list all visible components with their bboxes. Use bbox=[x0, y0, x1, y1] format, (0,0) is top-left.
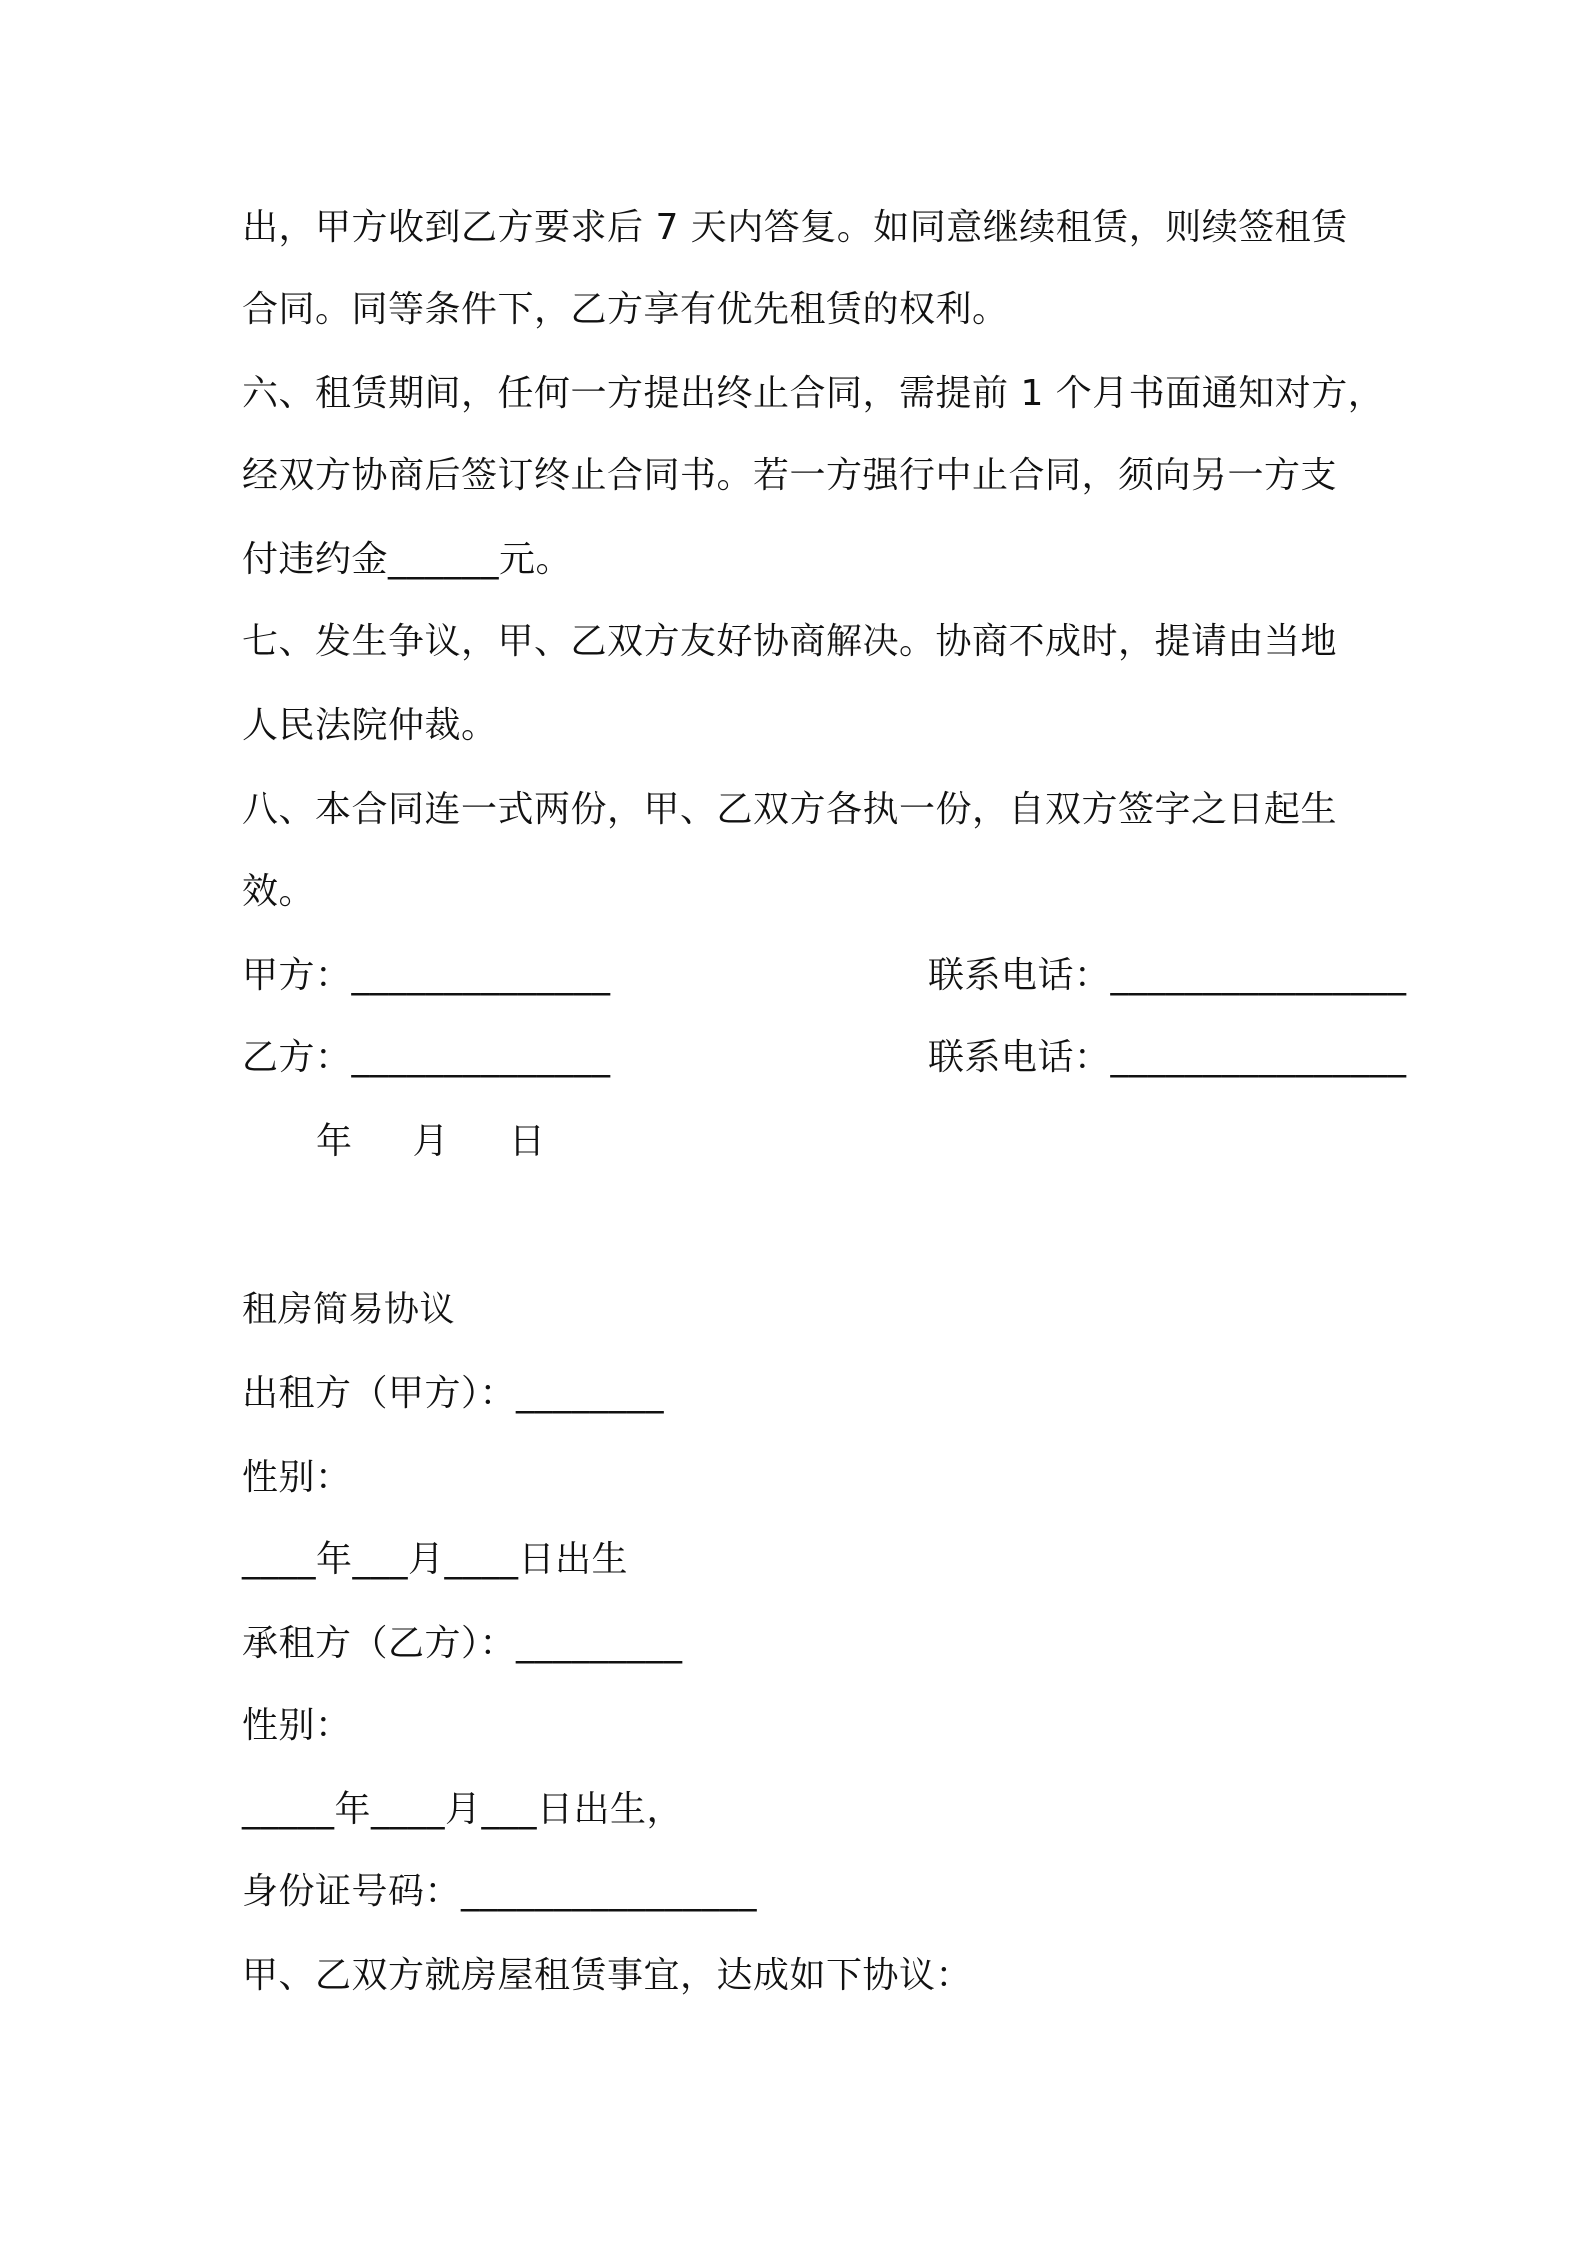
id-number-field: 身份证号码：________________ bbox=[242, 1871, 758, 1912]
date-year: 年 bbox=[316, 1121, 353, 1162]
clause-seven-line-2: 人民法院仲裁。 bbox=[242, 705, 498, 746]
clause-six-line-2: 经双方协商后签订终止合同书。若一方强行中止合同，须向另一方支 bbox=[242, 455, 1338, 496]
date-month: 月 bbox=[412, 1121, 450, 1162]
lessor-birth-field: ____年___月____日出生 bbox=[242, 1539, 629, 1580]
clause-eight-line-2: 效。 bbox=[242, 871, 316, 912]
paragraph-line-2: 合同。同等条件下，乙方享有优先租赁的权利。 bbox=[242, 289, 1009, 330]
lessor-field: 出租方（甲方）：________ bbox=[242, 1373, 665, 1414]
date-day: 日 bbox=[509, 1121, 546, 1162]
clause-six-line-1: 六、租赁期间，任何一方提出终止合同，需提前 1 个月书面通知对方， bbox=[242, 373, 1385, 414]
paragraph-line-1: 出，甲方收到乙方要求后 7 天内答复。如同意继续租赁，则续签租赁 bbox=[242, 207, 1348, 248]
clause-eight-line-1: 八、本合同连一式两份，甲、乙双方各执一份，自双方签字之日起生 bbox=[242, 789, 1338, 830]
lessee-field: 承租方（乙方）：_________ bbox=[242, 1623, 683, 1664]
party-a-field: 甲方：______________ bbox=[242, 955, 611, 996]
party-a-phone-field: 联系电话：________________ bbox=[928, 955, 1407, 996]
lessee-gender-field: 性别： bbox=[242, 1705, 352, 1746]
party-b-phone-field: 联系电话：________________ bbox=[928, 1037, 1407, 1078]
lessor-gender-field: 性别： bbox=[242, 1457, 352, 1498]
signature-date bbox=[316, 1118, 606, 1166]
signature-row-party-a bbox=[242, 952, 1407, 1000]
lessee-birth-field: _____年____月___日出生， bbox=[242, 1789, 684, 1830]
party-b-field: 乙方：______________ bbox=[242, 1037, 611, 1078]
agreement-title: 租房简易协议 bbox=[242, 1290, 456, 1330]
clause-seven-line-1: 七、发生争议，甲、乙双方友好协商解决。协商不成时，提请由当地 bbox=[242, 621, 1338, 662]
signature-row-party-b bbox=[242, 1034, 1407, 1082]
agreement-intro: 甲、乙双方就房屋租赁事宜，达成如下协议： bbox=[242, 1955, 973, 1996]
clause-six-line-3: 付违约金______元。 bbox=[242, 539, 573, 580]
